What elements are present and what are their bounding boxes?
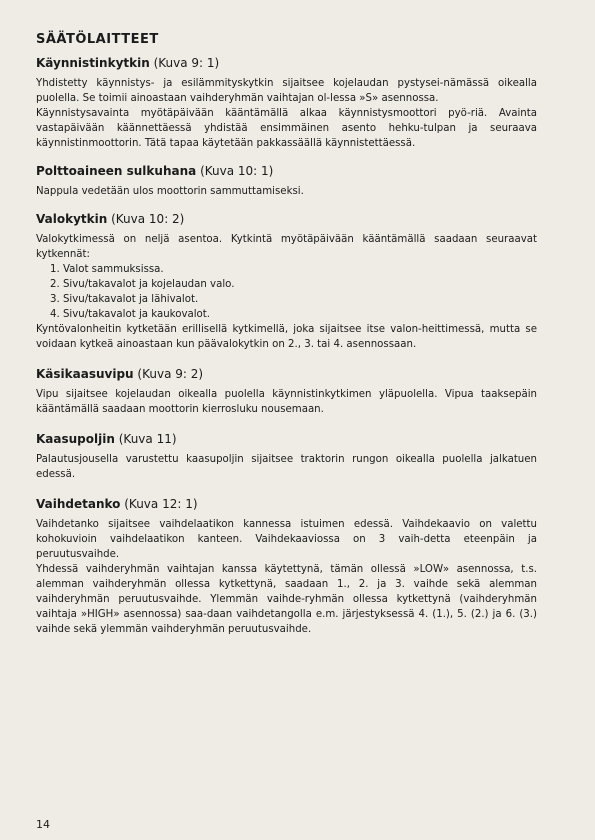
paragraph: Nappula vedetään ulos moottorin sammuttamiseksi. xyxy=(36,186,304,197)
section-fuel-shutoff xyxy=(36,163,537,199)
paragraph: Palautusjousella varustettu kaasupoljin sijaitsee traktorin rungon oikealla puolella jalkatuen edessä. xyxy=(36,454,537,480)
paragraph: Vipu sijaitsee kojelaudan oikealla puolella käynnistinkytkimen yläpuolella. Vipua taaksepäin kääntämällä saadaan moottorin kierrosluku nousemaan. xyxy=(36,389,537,415)
section-title: Käynnistinkytkin xyxy=(36,56,150,70)
section-light-switch xyxy=(36,211,537,352)
section-heading xyxy=(36,55,537,71)
paragraph: Yhdistetty käynnistys- ja esilämmityskytkin sijaitsee kojelaudan pystysei-nämässä oikealla puolella. Se toimii ainoastaan vaihderyhmän vaihtajan ol-lessa »S» asennossa. xyxy=(36,78,537,104)
section-gear-lever xyxy=(36,496,537,637)
figure-reference: (Kuva 12: 1) xyxy=(124,497,198,511)
figure-reference: (Kuva 10: 1) xyxy=(200,164,274,178)
section-hand-throttle xyxy=(36,366,537,417)
paragraph: Yhdessä vaihderyhmän vaihtajan kanssa käytettynä, tämän ollessä »LOW» asennossa, t.s. alemman vaihderyhmän ollessa kytkettynä, saadaan 1., 2. ja 3. vaihde sekä alemman vaihderyhmän peruutusvaihde. Ylemmän vaihde-ryhmän ollessa kytkettynä (vaihderyhmän vaihtaja »HIGH» asennossa) saa-daan vaihdetangolla e.m. järjestyksessä 4. (1.), 5. (2.) ja 6. (3.) vaihde sekä ylemmän vaihderyhmän peruutusvaihde. xyxy=(36,564,537,635)
section-title: Valokytkin xyxy=(36,212,108,226)
figure-reference: (Kuva 9: 1) xyxy=(153,56,220,70)
list-item: 4. Sivu/takavalot ja kaukovalot. xyxy=(50,309,211,320)
page-title: SÄÄTÖLAITTEET xyxy=(36,32,159,47)
paragraph: Käynnistysavainta myötäpäivään kääntämällä alkaa käynnistysmoottori pyö-riä. Avainta vastapäivään käännettäessä yhdistää ensimmäinen asento hehku-tulpan ja seuraava käynnistinmoottorin. Tätä tapaa käytetään pakkassäällä käynnistettäessä. xyxy=(36,108,537,149)
section-title: Käsikaasuvipu xyxy=(36,367,134,381)
section-starter-switch xyxy=(36,55,537,151)
section-heading xyxy=(36,431,537,447)
list-item: 3. Sivu/takavalot ja lähivalot. xyxy=(50,294,199,305)
section-title: Vaihdetanko xyxy=(36,497,121,511)
section-heading xyxy=(36,211,537,227)
paragraph: Valokytkimessä on neljä asentoa. Kytkintä myötäpäivään kääntämällä saadaan seuraavat kytkennät: xyxy=(36,234,537,260)
section-heading xyxy=(36,163,537,179)
paragraph: Vaihdetanko sijaitsee vaihdelaatikon kannessa istuimen edessä. Vaihdekaavio on valettu kohokuvioin vaihdelaatikon kanteen. Vaihdekaaviossa on 3 vaih-detta eteenpäin ja peruutusvaihde. xyxy=(36,519,537,560)
list-item: 2. Sivu/takavalot ja kojelaudan valo. xyxy=(50,279,235,290)
figure-reference: (Kuva 9: 2) xyxy=(137,367,204,381)
list-item: 1. Valot sammuksissa. xyxy=(50,264,164,275)
section-title: Kaasupoljin xyxy=(36,432,115,446)
section-title: Polttoaineen sulkuhana xyxy=(36,164,197,178)
paragraph: Kyntövalonheitin kytketään erillisellä kytkimellä, joka sijaitsee itse valon-heittimessä, mutta se voidaan kytkeä ainoastaan kun päävalokytkin on 2., 3. tai 4. asennossaan. xyxy=(36,324,537,350)
section-accelerator-pedal xyxy=(36,431,537,482)
page-number: 14 xyxy=(36,818,50,831)
switch-positions-list xyxy=(36,262,537,322)
section-heading xyxy=(36,366,537,382)
figure-reference: (Kuva 10: 2) xyxy=(111,212,185,226)
figure-reference: (Kuva 11) xyxy=(118,432,177,446)
section-heading xyxy=(36,496,537,512)
